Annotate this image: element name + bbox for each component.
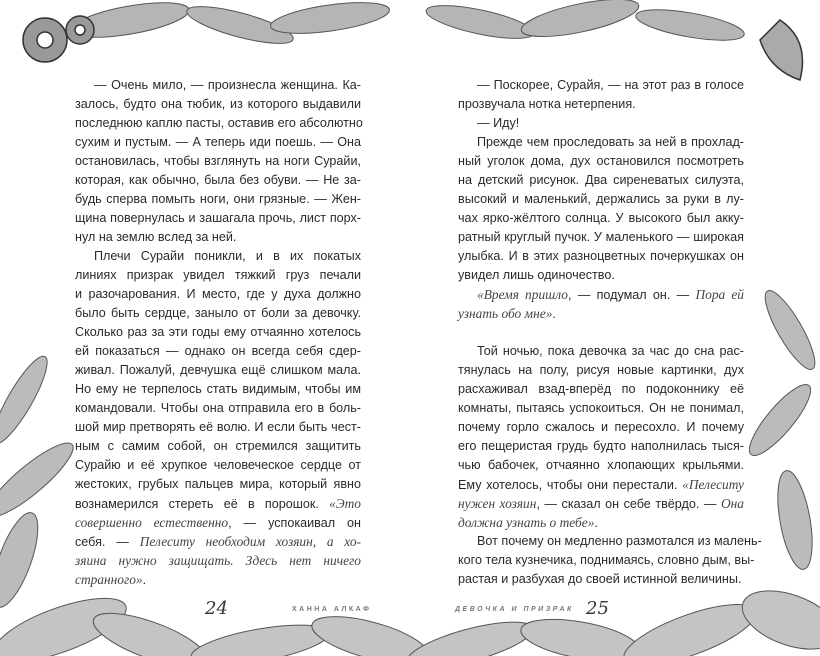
text-run: последнюю каплю пасты, оставив его абсолютно xyxy=(75,116,363,130)
text-run: чью бабочек, отчаянно хлопающих крыльями. xyxy=(458,458,744,472)
text-line xyxy=(75,304,361,323)
italic-text: Пора ей xyxy=(695,287,744,302)
text-run: на детский рисунок. Два сиреневатых силуэта, xyxy=(458,173,744,187)
text-run: , — успокаивал он xyxy=(228,516,361,530)
text-run: Той ночью, пока девочка за час до сна рас- xyxy=(477,344,744,358)
text-line xyxy=(458,494,744,513)
text-line xyxy=(75,475,361,494)
text-run: — Очень мило, — произнесла женщина. Ка- xyxy=(94,78,361,92)
text-line xyxy=(458,228,744,247)
text-run: — Поскорее, Сурайя, — на этот раз в голосе xyxy=(477,78,744,92)
text-line xyxy=(458,114,744,133)
text-run: щина повернулась и зашагала прочь, лист порх- xyxy=(75,211,361,225)
text-run: — Иду! xyxy=(477,116,520,130)
text-line xyxy=(75,456,361,475)
text-run: будь сперва помыть ноги, они грязные. — Жен- xyxy=(75,192,361,206)
text-run: остановилась, чтобы взглянуть на ноги Сурайи, xyxy=(75,154,361,168)
text-run: сухим и пустым. — А теперь иди поешь. — Она xyxy=(75,135,361,149)
text-line xyxy=(75,323,361,342)
paragraph xyxy=(458,76,744,114)
text-line xyxy=(75,361,361,380)
text-line xyxy=(458,190,744,209)
text-run: и разочарования. И место, где у духа должно xyxy=(75,287,361,301)
text-run: нул на землю вслед за ней. xyxy=(75,230,237,244)
text-line xyxy=(75,190,361,209)
text-line xyxy=(75,171,361,190)
text-line xyxy=(75,399,361,418)
paragraph xyxy=(458,285,744,323)
text-run: Вот почему он медленно размотался из малень- xyxy=(477,534,762,548)
paragraph xyxy=(458,532,762,589)
italic-text: «Это xyxy=(329,496,361,511)
text-run: ратный круглый пучок. У маленького — широкая xyxy=(458,230,744,244)
text-run: кого тела кузнечика, поднимаясь, словно дым, вы- xyxy=(458,553,755,567)
text-run: расхаживал взад-вперёд по подоконнику её xyxy=(458,382,744,396)
text-line xyxy=(458,133,744,152)
italic-text: «Время пришло xyxy=(477,287,568,302)
left-page-text xyxy=(75,76,361,589)
text-line xyxy=(458,209,744,228)
text-line xyxy=(458,399,744,418)
text-run: которая, как обычно, была без обуви. — Не за- xyxy=(75,173,361,187)
text-line xyxy=(75,418,361,437)
italic-text: зяина нужно защищать. Здесь нет ничего xyxy=(75,553,361,568)
text-run: вознамерился стереть её в порошок. xyxy=(75,497,330,511)
text-run: чах ярко-жёлтого солнца. У высокого был акку- xyxy=(458,211,744,225)
text-line xyxy=(458,532,762,551)
text-line xyxy=(458,95,744,114)
text-line xyxy=(458,475,744,494)
text-line xyxy=(75,247,361,266)
text-line xyxy=(75,380,361,399)
text-line xyxy=(75,76,361,95)
text-line xyxy=(75,342,361,361)
italic-text: узнать обо мне» xyxy=(458,306,553,321)
text-line xyxy=(458,342,744,361)
text-line xyxy=(75,494,361,513)
text-line xyxy=(75,513,361,532)
paragraph xyxy=(75,247,361,589)
text-run: , — сказал он себе твёрдо. — xyxy=(536,497,721,511)
text-line xyxy=(458,285,744,304)
italic-text: Пелеситу необходим хозяин, а хо- xyxy=(139,534,361,549)
text-run: ей показаться — однако он всегда себя сдер- xyxy=(75,344,361,358)
text-line xyxy=(458,437,744,456)
text-run: высокий и маленький, держались за руки в лу- xyxy=(458,192,744,206)
text-run: почему горло сжалось и пересохло. И почему xyxy=(458,420,744,434)
text-line xyxy=(75,551,361,570)
text-line xyxy=(458,152,744,171)
text-line xyxy=(458,513,744,532)
text-run: . xyxy=(552,307,556,321)
text-run: ным с самим собой, он стремился защитить xyxy=(75,439,361,453)
text-line xyxy=(75,532,361,551)
top-foliage xyxy=(68,0,746,51)
text-run: тянулась на полу, рисуя новые картинки, дух xyxy=(458,363,744,377)
left-foliage xyxy=(0,351,81,613)
text-line xyxy=(75,95,361,114)
text-line xyxy=(75,114,361,133)
text-line xyxy=(458,456,744,475)
text-line xyxy=(458,418,744,437)
italic-text: «Пелеситу xyxy=(682,477,744,492)
paragraph xyxy=(75,76,361,247)
text-run: командовали. Чтобы она отправила его в боль- xyxy=(75,401,361,415)
running-head-author: ХАННА АЛКАФ xyxy=(292,606,372,613)
text-section xyxy=(458,342,762,589)
text-line xyxy=(75,570,361,589)
text-run: ный уголок дома, дух остановился посмотреть xyxy=(458,154,744,168)
text-line xyxy=(458,171,744,190)
italic-text: нужен хозяин xyxy=(458,496,537,511)
creature-top-left-icon xyxy=(23,16,94,62)
italic-text: странного» xyxy=(75,572,143,587)
text-run: его пещеристая грудь будто наполнилась тыся- xyxy=(458,439,744,453)
text-line xyxy=(458,380,744,399)
text-section xyxy=(458,76,744,323)
paragraph xyxy=(458,342,744,532)
paragraph xyxy=(458,133,744,285)
italic-text: Она xyxy=(720,496,744,511)
text-section xyxy=(75,76,361,589)
text-run: . xyxy=(594,516,598,530)
text-run: Сколько раз за эти годы ему отчаянно хотелось xyxy=(75,325,361,339)
text-run: шой мир претворять её волю. И если быть чест- xyxy=(75,420,361,434)
text-line xyxy=(458,76,744,95)
text-run: . xyxy=(142,573,147,587)
text-line xyxy=(458,551,755,570)
text-run: улыбка. И в этих разноцветных почеркушках он xyxy=(458,249,744,263)
text-run: прозвучала нотка нетерпения. xyxy=(458,97,636,111)
italic-text: должна узнать о тебе» xyxy=(458,515,595,530)
text-line xyxy=(75,437,361,456)
text-run: живал. Пожалуй, девчушка ещё слишком мала. xyxy=(75,363,361,377)
italic-text: совершенно естественно xyxy=(75,515,229,530)
text-run: Но ему не терпелось стать видимым, чтобы им xyxy=(75,382,361,396)
text-run: себя. — xyxy=(75,535,140,549)
text-run: было быть сердце, заныло от боли за девочку. xyxy=(75,306,361,320)
text-run: жестоких, грубых пальцев мира, который явно xyxy=(75,477,361,491)
right-page-text xyxy=(458,76,762,589)
text-run: линиях призрак увидел тяжкий груз печали xyxy=(75,268,361,282)
running-head-title: ДЕВОЧКА И ПРИЗРАК xyxy=(455,606,574,613)
text-run: Прежде чем проследовать за ней в прохлад- xyxy=(477,135,744,149)
text-run: комнаты, пытаясь успокоиться. Он не понимал, xyxy=(458,401,744,415)
text-run: Сурайю и её хрупкое человеческое сердце от xyxy=(75,458,361,472)
text-run: растая и разбухая до своей истинной величины. xyxy=(458,572,742,586)
text-line xyxy=(75,228,361,247)
text-run: увидел лишь одиночество. xyxy=(458,268,615,282)
text-run: залось, будто она тюбик, из которого выдавили xyxy=(75,97,361,111)
text-line xyxy=(75,285,361,304)
text-line xyxy=(75,266,361,285)
text-line xyxy=(458,570,744,589)
text-line xyxy=(458,247,744,266)
bottom-foliage xyxy=(0,579,820,656)
paragraph xyxy=(458,114,744,133)
text-run: Ему хотелось, чтобы они перестали. xyxy=(458,478,683,492)
right-foliage xyxy=(741,285,820,572)
page-number-right: 25 xyxy=(586,598,609,619)
plant-top-right-icon xyxy=(760,20,803,80)
page-number-left: 24 xyxy=(205,598,228,619)
text-line xyxy=(458,266,744,285)
text-run: , — подумал он. — xyxy=(567,288,696,302)
text-line xyxy=(458,304,744,323)
text-line xyxy=(75,133,361,152)
text-run: Плечи Сурайи поникли, и в их покатых xyxy=(94,249,361,263)
text-line xyxy=(458,361,744,380)
text-line xyxy=(75,209,361,228)
text-line xyxy=(75,152,361,171)
